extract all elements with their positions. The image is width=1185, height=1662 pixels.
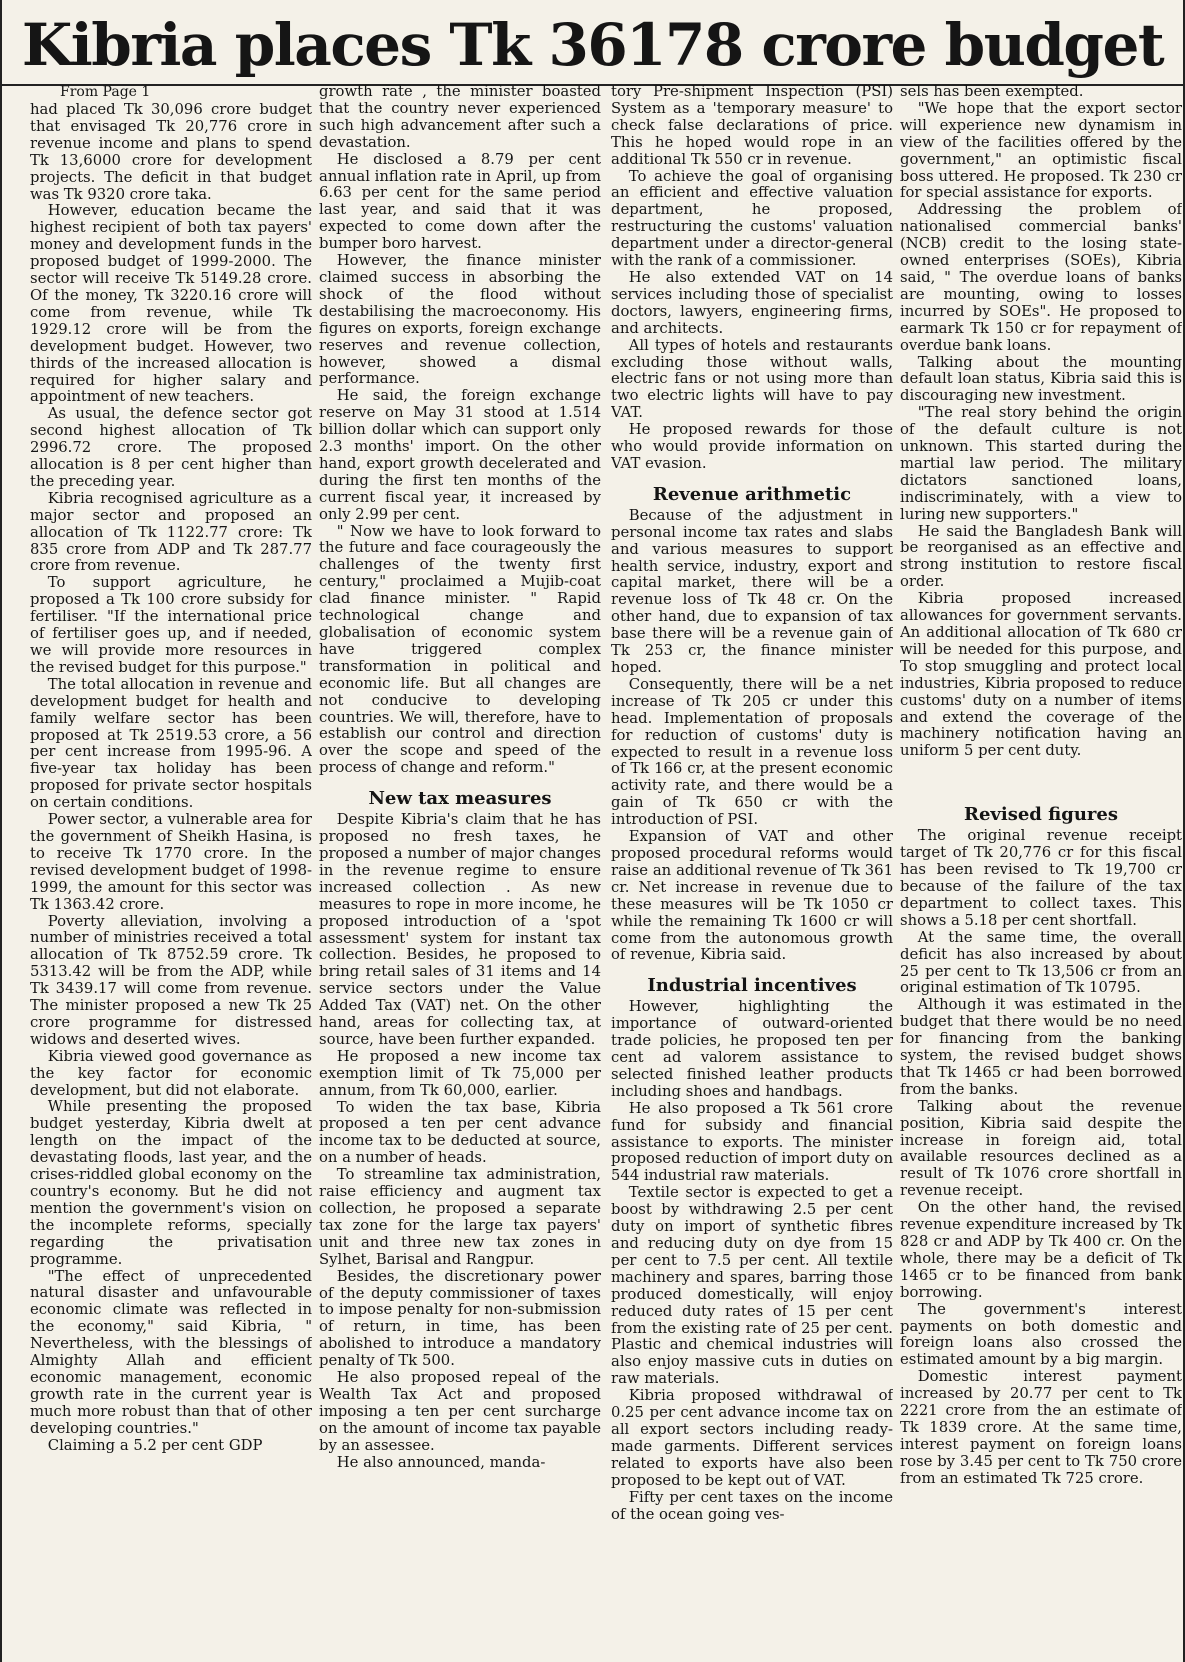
article-paragraph: To support agriculture, he proposed a Tk 100 crore subsidy for fertiliser. "If the international price of fertiliser goes up, and if needed, we will provide more resources in the revised budget for this purpose.": [30, 574, 312, 676]
article-paragraph: Kibria proposed withdrawal of 0.25 per cent advance income tax on all export sectors including ready-made garments. Different services related to exports have also been proposed to be kept out of VAT.: [611, 1387, 893, 1489]
article-paragraph: To streamline tax administration, raise efficiency and augment tax collection, he proposed a separate tax zone for the large tax payers' unit and three new tax zones in Sylhet, Barisal and Rangpur.: [319, 1166, 601, 1268]
article-column-2: [319, 84, 601, 1656]
dateline: From Page 1: [60, 84, 151, 100]
article-paragraph: While presenting the proposed budget yesterday, Kibria dwelt at length on the impact of the devastating floods, last year, and the crises-riddled global economy on the country's economy. But he did not mention the government's vision on the incomplete reforms, specially regarding the privatisation programme.: [30, 1098, 312, 1268]
article-paragraph: Although it was estimated in the budget that there would be no need for financing from the banking system, the revised budget shows that Tk 1465 cr had been borrowed from the banks.: [900, 996, 1182, 1098]
article-paragraph: " Now we have to look forward to the future and face courageously the challenges of the twenty first century," proclaimed a Mujib-coat clad finance minister. " Rapid technological change and globalisation of economic system have triggered complex transformation in political and economic life. But all changes are not conducive to developing countries. We will, therefore, have to establish our control and direction over the scope and speed of the process of change and reform.": [319, 522, 601, 777]
article-paragraph: Expansion of VAT and other proposed procedural reforms would raise an additional revenue of Tk 361 cr. Net increase in revenue due to these measures will be Tk 1050 cr while the remaining Tk 1600 cr will come from the autonomous growth of revenue, Kibria said.: [611, 828, 893, 964]
section-heading: Revised figures: [964, 804, 1118, 826]
article-paragraph: He also proposed repeal of the Wealth Tax Act and proposed imposing a ten per cent surcharge on the amount of income tax payable by an assessee.: [319, 1369, 601, 1454]
article-paragraph: He also announced, manda-: [336, 1453, 546, 1471]
article-paragraph: He said, the foreign exchange reserve on May 31 stood at 1.514 billion dollar which can support only 2.3 months' import. On the other hand, export growth decelerated and during the first ten months of the current fiscal year, it increased by only 2.99 per cent.: [319, 387, 601, 523]
article-paragraph: Claiming a 5.2 per cent GDP: [47, 1436, 263, 1454]
section-heading: Industrial incentives: [647, 975, 857, 997]
article-paragraph: At the same time, the overall deficit has also increased by about 25 per cent to Tk 13,506 cr from an original estimation of Tk 10795.: [900, 928, 1182, 997]
article-paragraph: "The real story behind the origin of the default culture is not unknown. This started during the martial law period. The military dictators sanctioned loans, indiscriminately, with a view to luring new supporters.": [900, 404, 1182, 523]
article-paragraph: Poverty alleviation, involving a number of ministries received a total allocation of Tk 8752.59 crore. Tk 5313.42 will be from the ADP, while Tk 3439.17 will come from revenue. The minister proposed a new Tk 25 crore programme for distressed widows and deserted wives.: [30, 912, 312, 1048]
article-paragraph: Talking about the mounting default loan status, Kibria said this is discouraging new investment.: [900, 353, 1182, 405]
headline: Kibria places Tk 36178 crore budget: [21, 11, 1164, 79]
section-heading: New tax measures: [368, 788, 552, 810]
article-paragraph: Textile sector is expected to get a boost by withdrawing 2.5 per cent duty on import of synthetic fibres and reducing duty on dye from 15 per cent to 7.5 per cent. All textile machinery and spares, barring those produced domestically, will enjoy reduced duty rates of 15 per cent from the existing rate of 25 per cent. Plastic and chemical industries will also enjoy massive cuts in duties on raw materials.: [611, 1184, 893, 1388]
article-paragraph: He also proposed a Tk 561 crore fund for subsidy and financial assistance to exports. The minister proposed reduction of import duty on 544 industrial raw materials.: [611, 1099, 893, 1185]
article-paragraph: "We hope that the export sector will experience new dynamism in view of the facilities offered by the government," an optimistic fiscal boss uttered. He proposed. Tk 230 cr for special assistance for exports.: [900, 99, 1182, 202]
article-paragraph: The original revenue receipt target of Tk 20,776 cr for this fiscal has been revised to Tk 19,700 cr because of the failure of the tax department to collect taxes. This shows a 5.18 per cent shortfall.: [900, 827, 1182, 929]
article-paragraph: Power sector, a vulnerable area for the government of Sheikh Hasina, is to receive Tk 1770 crore. In the revised development budget of 1998-1999, the amount for this sector was Tk 1363.42 crore.: [30, 811, 312, 913]
article-paragraph: "The effect of unprecedented natural disaster and unfavourable economic climate was reflected in the economy," said Kibria, " Nevertheless, with the blessings of Almighty Allah and efficient economic management, economic growth rate in the current year is much more robust than that of other developing countries.": [30, 1267, 312, 1437]
article-paragraph: Talking about the revenue position, Kibria said despite the increase in foreign aid, total available resources declined as a result of Tk 1076 crore shortfall in revenue receipt.: [900, 1097, 1182, 1200]
article-paragraph: had placed Tk 30,096 crore budget that envisaged Tk 20,776 crore in revenue income and plans to spend Tk 13,6000 crore for development projects. The deficit in that budget was Tk 9320 crore taka.: [30, 101, 312, 203]
article-column-3: [611, 84, 893, 1656]
article-paragraph: Kibria viewed good governance as the key factor for economic development, but did not elaborate.: [30, 1047, 312, 1099]
article-paragraph: Because of the adjustment in personal income tax rates and slabs and various measures to support health service, industry, export and capital market, there will be a revenue loss of Tk 48 cr. On the other hand, due to expansion of tax base there will be a revenue gain of Tk 253 cr, the finance minister hoped.: [611, 506, 893, 676]
article-paragraph: As usual, the defence sector got second highest allocation of Tk 2996.72 crore. The proposed allocation is 8 per cent higher than the preceding year.: [30, 405, 312, 490]
article-paragraph: However, highlighting the importance of outward-oriented trade policies, he proposed ten per cent ad valorem assistance to selected finished leather products including shoes and handbags.: [611, 998, 893, 1100]
article-paragraph: All types of hotels and restaurants excluding those without walls, electric fans or not using more than two electric lights will have to pay VAT.: [611, 336, 893, 422]
article-paragraph: To widen the tax base, Kibria proposed a ten per cent advance income tax to be deducted at source, on a number of heads.: [319, 1098, 601, 1167]
article-paragraph: Besides, the discretionary power of the deputy commissioner of taxes to impose penalty for non-submission of return, in time, has been abolished to introduce a mandatory penalty of Tk 500.: [319, 1267, 601, 1370]
section-heading: Revenue arithmetic: [652, 483, 852, 505]
article-paragraph: Domestic interest payment increased by 20.77 per cent to Tk 2221 crore from the an estimate of Tk 1839 crore. At the same time, interest payment on foreign loans rose by 3.45 per cent to Tk 750 crore from an estimated Tk 725 crore.: [900, 1368, 1182, 1487]
article-paragraph: He also extended VAT on 14 services including those of specialist doctors, lawyers, engineering firms, and architects.: [611, 268, 893, 337]
article-paragraph: To achieve the goal of organising an efficient and effective valuation department, he proposed, restructuring the customs' valuation department under a director-general with the rank of a commissioner.: [611, 167, 893, 270]
article-paragraph: However, education became the highest recipient of both tax payers' money and development funds in the proposed budget of 1999-2000. The sector will receive Tk 5149.28 crore. Of the money, Tk 3220.16 crore will come from revenue, while Tk 1929.12 crore will be from the development budget. However, two thirds of the increased allocation is required for higher salary and appointment of new teachers.: [30, 202, 312, 406]
article-paragraph: He disclosed a 8.79 per cent annual inflation rate in April, up from 6.63 per cent for the same period last year, and said that it was expected to come down after the bumper boro harvest.: [319, 150, 601, 253]
article-paragraph: Despite Kibria's claim that he has proposed no fresh taxes, he proposed a number of major changes in the revenue regime to ensure increased collection . As new measures to rope in more income, he proposed introduction of a 'spot assessment' system for instant tax collection. Besides, he proposed to bring retail sales of 31 items and 14 service sectors under the Value Added Tax (VAT) net. On the other hand, areas for collecting tax, at source, have been further expanded.: [319, 811, 601, 1048]
article-paragraph: He proposed rewards for those who would provide information on VAT evasion.: [611, 421, 893, 472]
article-paragraph: He proposed a new income tax exemption limit of Tk 75,000 per annum, from Tk 60,000, earlier.: [319, 1047, 601, 1099]
article-paragraph: growth rate , the minister boasted that the country never experienced such high advancement after such a devastation.: [319, 84, 601, 151]
article-column-1: [30, 84, 312, 1656]
article-paragraph: sels has been exempted.: [900, 84, 1084, 100]
article-paragraph: Fifty per cent taxes on the income of the ocean going ves-: [611, 1488, 893, 1523]
article-paragraph: He said the Bangladesh Bank will be reorganised as an effective and strong institution to restore fiscal order.: [900, 522, 1182, 591]
article-paragraph: On the other hand, the revised revenue expenditure increased by Tk 828 cr and ADP by Tk 400 cr. On the whole, there may be a deficit of Tk 1465 cr to be financed from bank borrowing.: [900, 1199, 1182, 1301]
article-paragraph: tory Pre-shipment Inspection (PSI) System as a 'temporary measure' to check false declarations of price. This he hoped would rope in an additional Tk 550 cr in revenue.: [611, 84, 893, 168]
article-paragraph: Addressing the problem of nationalised commercial banks' (NCB) credit to the losing state-owned enterprises (SOEs), Kibria said, " The overdue loans of banks are mounting, owing to losses incurred by SOEs". He proposed to earmark Tk 150 cr for repayment of overdue bank loans.: [900, 201, 1182, 354]
article-paragraph: The total allocation in revenue and development budget for health and family welfare sector has been proposed at Tk 2519.53 crore, a 56 per cent increase from 1995-96. A five-year tax holiday has been proposed for private sector hospitals on certain conditions.: [30, 675, 312, 812]
article-column-4: [900, 84, 1182, 1656]
article-paragraph: Kibria recognised agriculture as a major sector and proposed an allocation of Tk 1122.77 crore: Tk 835 crore from ADP and Tk 287.77 crore from revenue.: [30, 489, 312, 575]
article-paragraph: Kibria proposed increased allowances for government servants. An additional allocation of Tk 680 cr will be needed for this purpose, and To stop smuggling and protect local industries, Kibria proposed to reduce customs' duty on a number of items and extend the coverage of the machinery notification having an uniform 5 per cent duty.: [900, 590, 1182, 760]
article-paragraph: However, the finance minister claimed success in absorbing the shock of the flood without destabilising the macroeconomy. His figures on exports, foreign exchange reserves and revenue collection, however, showed a dismal performance.: [319, 252, 601, 388]
article-paragraph: Consequently, there will be a net increase of Tk 205 cr under this head. Implementation of proposals for reduction of customs' duty is expected to result in a revenue loss of Tk 166 cr, at the present economic activity rate, and there would be a gain of Tk 650 cr with the introduction of PSI.: [611, 675, 893, 829]
article-paragraph: The government's interest payments on both domestic and foreign loans also crossed the estimated amount by a big margin.: [900, 1300, 1182, 1369]
